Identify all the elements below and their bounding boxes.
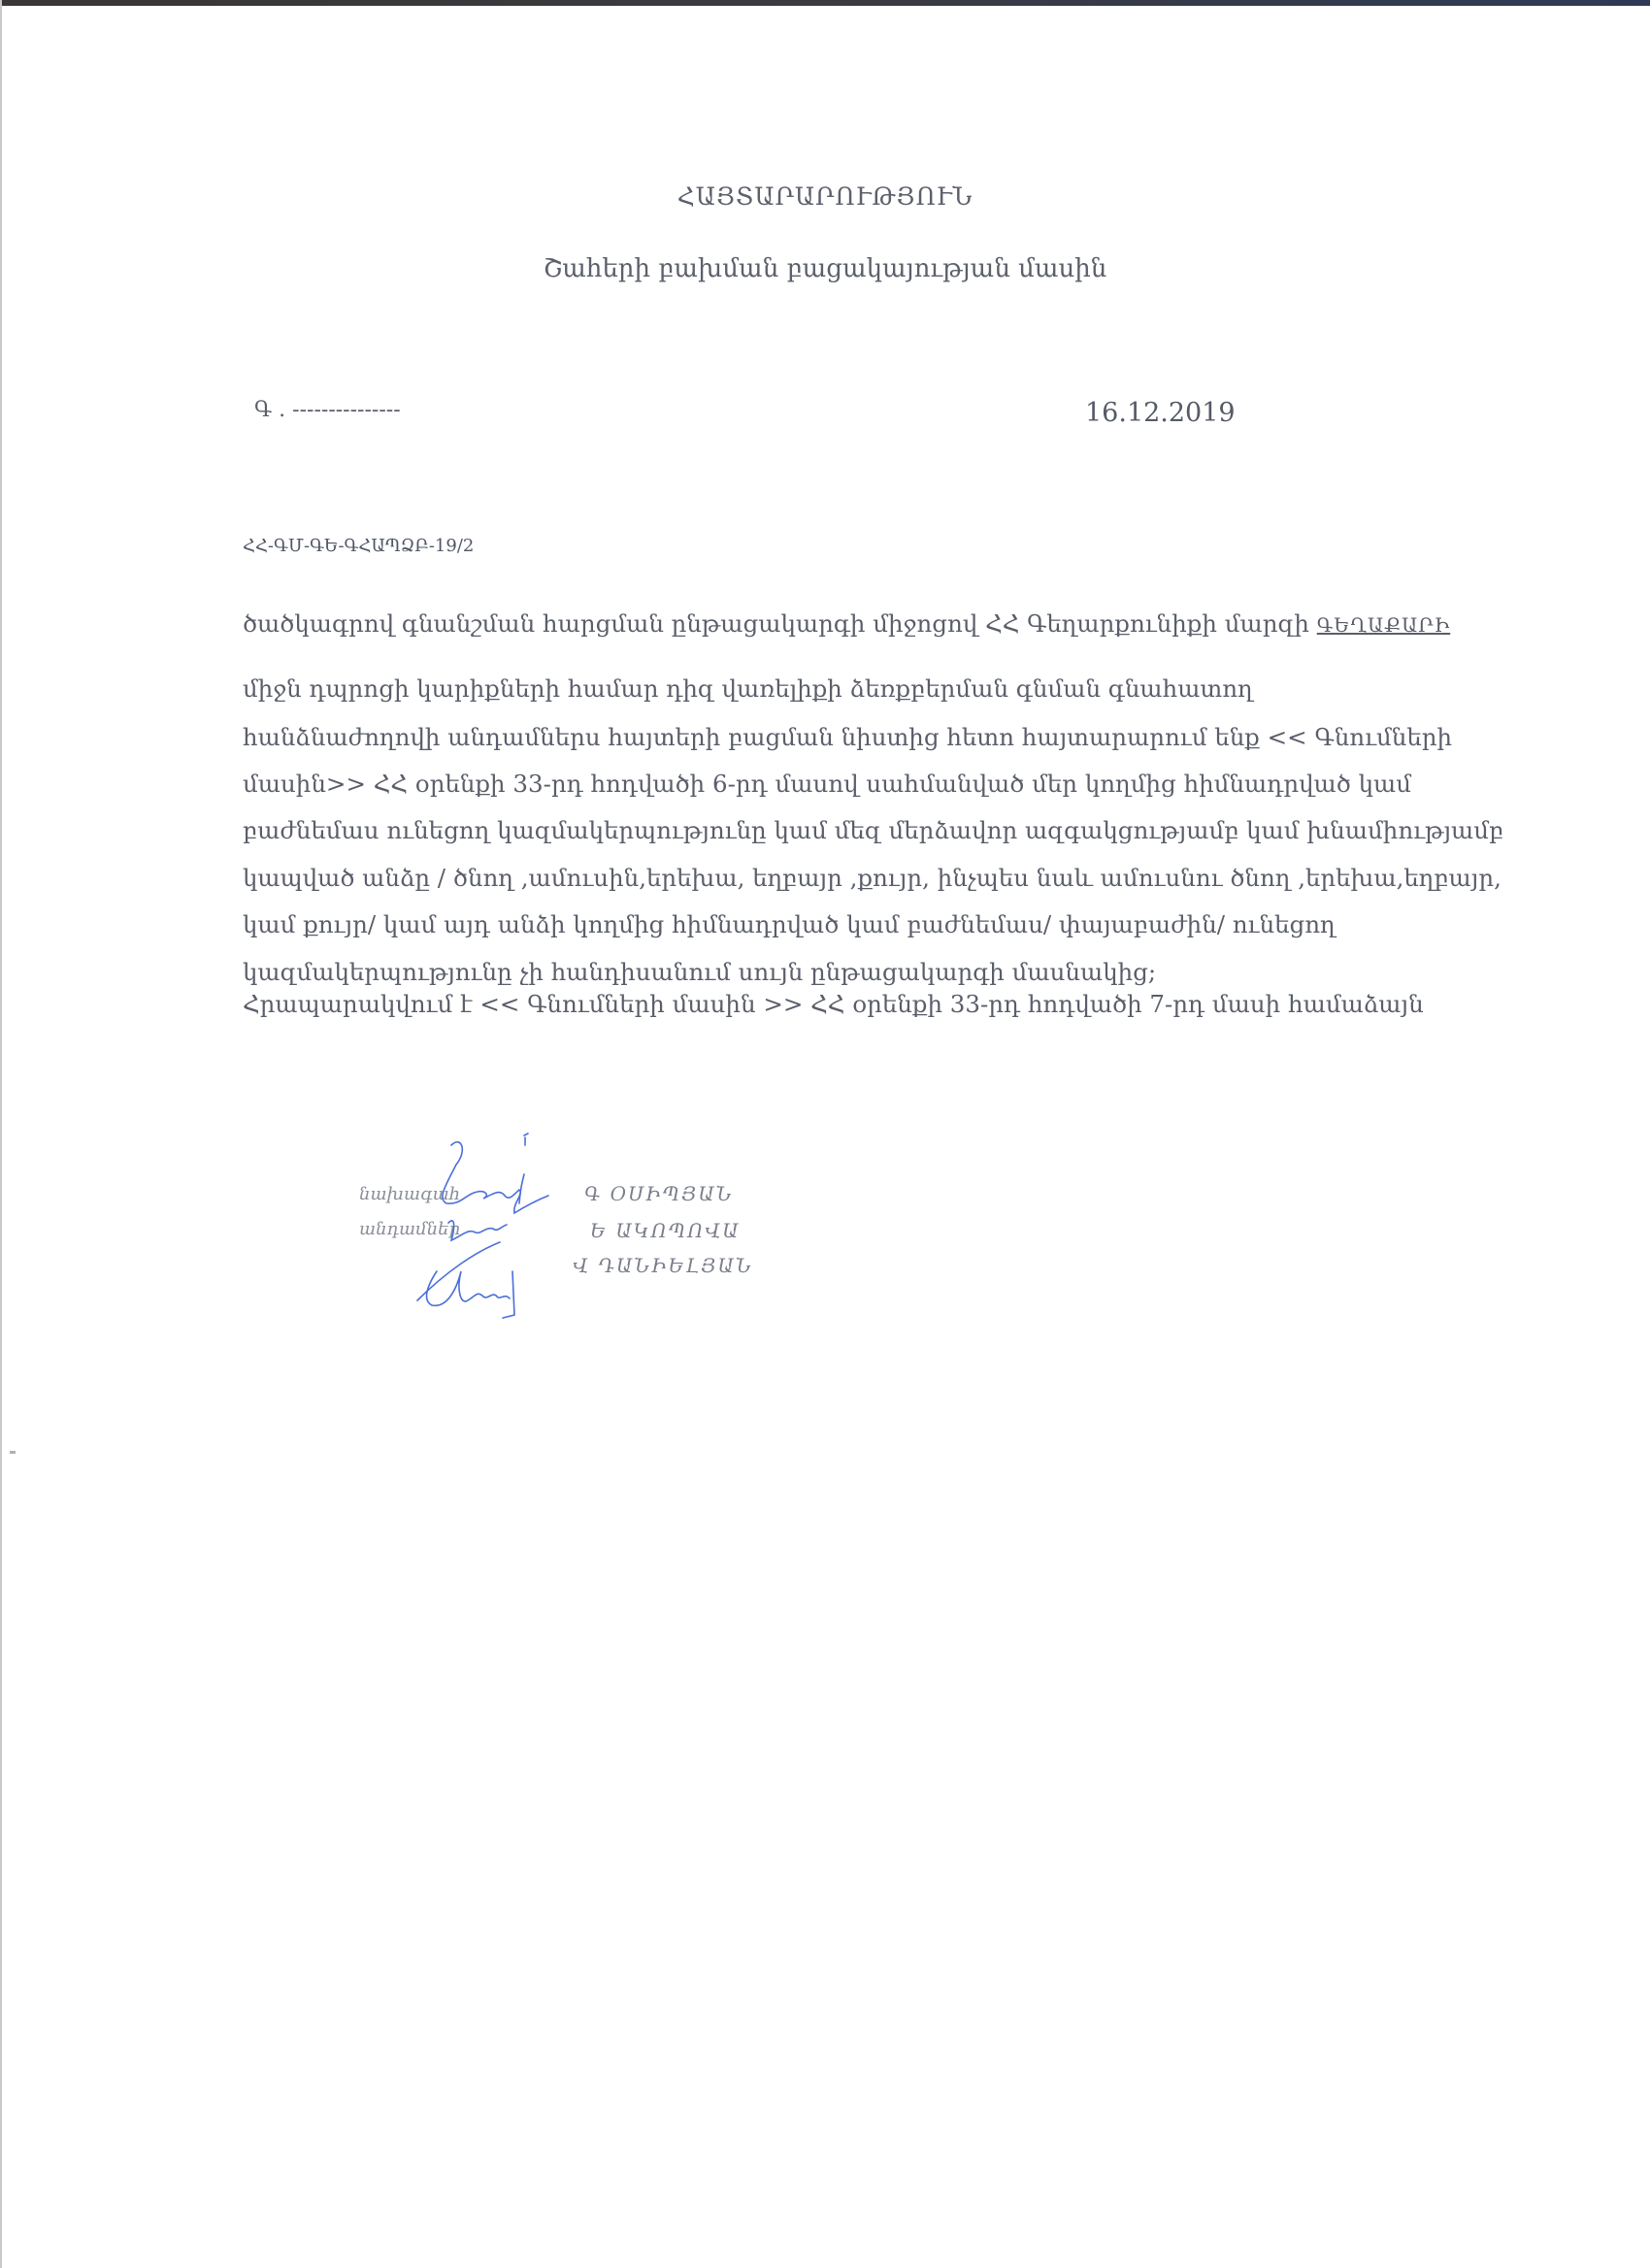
signature-stroke <box>448 1221 507 1240</box>
publication-line: Հրապարակվում է << Գնումների մասին >> ՀՀ օրենքի 33-րդ հոդվածի 7-րդ մասի համաձայն <box>243 990 1424 1018</box>
procurement-code: ՀՀ-ԳՄ-ԳԵ-ԳՀԱՊՁԲ-19/2 <box>243 536 475 556</box>
city-field: Գ . --------------- <box>254 398 401 422</box>
document-title: ՀԱՅՏԱՐԱՐՈՒԹՅՈՒՆ <box>676 182 974 211</box>
signature-stroke <box>503 1271 514 1318</box>
body-line: մասին>> ՀՀ օրենքի 33-րդ հոդվածի 6-րդ մասով սահմանված մեր կողմից հիմնադրված կամ <box>243 770 1412 798</box>
scan-border-top <box>0 0 1650 6</box>
body-line: կազմակերպությունը չի հանդիսանում սույն ընթացակարգի մասնակից; <box>243 958 1157 986</box>
signatory-role-members: անդամներ <box>359 1219 461 1239</box>
signatory-name: Վ ԴԱՆԻԵԼՅԱՆ <box>573 1254 753 1277</box>
signature-stroke <box>427 1271 510 1305</box>
intro-text: ծածկագրով գնանշման հարցման ընթացակարգի միջոցով ՀՀ Գեղարքունիքի մարզի <box>243 609 1309 638</box>
body-line: կամ քույր/ կամ այդ անձի կողմից հիմնադրված կամ բաժնեմաս/ փայաբաժին/ ունեցող <box>243 910 1336 938</box>
body-line: միջն դպրոցի կարիքների համար դիզ վառելիքի ձեռքբերման գնման գնահատող <box>243 674 1253 703</box>
document-subtitle: Շահերի բախման բացակայության մասին <box>543 254 1107 283</box>
signatory-role-chair: նախագահ <box>359 1184 461 1204</box>
intro-line <box>243 609 1450 638</box>
signature-stroke <box>519 1174 524 1203</box>
scan-artifact <box>10 1451 16 1454</box>
handwritten-signatures <box>408 1126 602 1339</box>
document-date: 16.12.2019 <box>1085 398 1236 428</box>
signatory-name: Ե ԱԿՈՊՈՎԱ <box>590 1219 741 1242</box>
signatory-name: Գ ՕՍԻՊՅԱՆ <box>584 1182 734 1205</box>
body-line: կապված անձը / ծնող ,ամուսին,երեխա, եղբայր ,քույր, ինչպես նաև ամուսնու ծնող ,երեխա,եղբայր, <box>243 864 1502 892</box>
intro-place: ԳԵՂԱՔԱՐԻ <box>1316 613 1451 637</box>
body-line: հանձնաժողովի անդամներս հայտերի բացման նիստից հետո հայտարարում ենք << Գնումների <box>243 723 1453 751</box>
scan-border-left <box>0 0 2 2268</box>
signature-stroke <box>443 1142 548 1213</box>
body-line: բաժնեմաս ունեցող կազմակերպությունը կամ մեզ մերձավոր ազգակցությամբ կամ խնամիությամբ <box>243 816 1504 844</box>
signature-stroke <box>524 1134 528 1145</box>
